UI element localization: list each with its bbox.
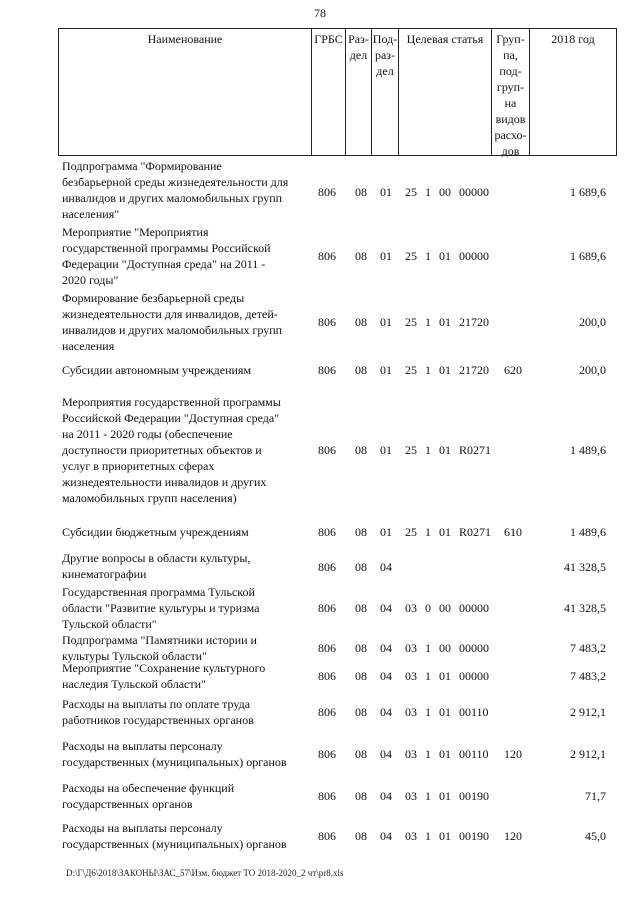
row-podrazdel: 01 [380,443,392,457]
row-target: 03 1 01 00190 [405,829,489,843]
row-podrazdel: 04 [380,747,392,761]
row-podrazdel: 04 [380,669,392,683]
row-podrazdel: 04 [380,705,392,719]
row-target: 03 1 01 00110 [405,705,489,719]
header-name: Наименование [59,29,312,155]
row-podrazdel: 01 [380,315,392,329]
row-target: 25 1 01 R0271 [405,443,492,457]
header-expense-group: Груп- па, под- груп- на видов расхо- дов [492,29,530,155]
page-number: 78 [314,6,326,20]
row-amount: 1 489,6 [570,443,606,457]
row-name: Мероприятие "Мероприятия государственной программы Российской Федерации "Доступная среда" на 2011 - 2020 годы" [62,225,271,287]
row-razdel: 08 [355,315,367,329]
row-target: 03 1 01 00110 [405,747,489,761]
row-podrazdel: 04 [380,829,392,843]
row-name: Подпрограмма "Формирование безбарьерной среды жизнедеятельности для инвалидов и других маломобильных групп населения" [62,159,289,221]
file-path-footer: D:\Г\Д6\2018\ЗАКОНЫ\ЗАС_57\Изм. бюджет ТО 2018-2020_2 чт\pr8.xls [66,868,344,878]
row-amount: 2 912,1 [570,705,606,719]
row-grbs: 806 [318,747,336,761]
row-name: Расходы на выплаты персоналу государственных (муниципальных) органов [62,739,287,769]
row-amount: 7 483,2 [570,641,606,655]
row-grbs: 806 [318,315,336,329]
row-razdel: 08 [355,525,367,539]
row-target: 03 1 01 00190 [405,789,489,803]
row-podrazdel: 01 [380,525,392,539]
row-grbs: 806 [318,601,336,615]
row-name: Субсидии автономным учреждениям [62,363,252,377]
row-grbs: 806 [318,641,336,655]
row-target: 25 1 01 21720 [405,315,489,329]
row-amount: 41 328,5 [564,560,606,574]
row-target: 25 1 00 00000 [405,185,489,199]
row-amount: 200,0 [579,363,606,377]
row-razdel: 08 [355,669,367,683]
row-target: 25 1 01 00000 [405,249,489,263]
row-podrazdel: 01 [380,249,392,263]
row-grbs: 806 [318,669,336,683]
row-razdel: 08 [355,705,367,719]
row-name: Мероприятия государственной программы Российской Федерации "Доступная среда" на 2011 - 2020 годы (обеспечение доступности приоритетных объектов и услуг в приоритетных сферах жизнедеятельности инвалидов и других маломобильных групп населения) [62,395,281,505]
row-razdel: 08 [355,829,367,843]
row-amount: 2 912,1 [570,747,606,761]
row-target: 03 1 01 00000 [405,669,489,683]
row-name: Субсидии бюджетным учреждениям [62,525,249,539]
row-podrazdel: 04 [380,601,392,615]
row-group: 120 [504,829,522,843]
row-grbs: 806 [318,829,336,843]
row-razdel: 08 [355,601,367,615]
row-amount: 41 328,5 [564,601,606,615]
row-razdel: 08 [355,363,367,377]
row-razdel: 08 [355,443,367,457]
row-target: 03 0 00 00000 [405,601,489,615]
row-amount: 7 483,2 [570,669,606,683]
header-podrazdel: Под- раз- дел [372,29,399,155]
row-podrazdel: 04 [380,641,392,655]
row-grbs: 806 [318,185,336,199]
row-target: 03 1 00 00000 [405,641,489,655]
row-grbs: 806 [318,363,336,377]
row-target: 25 1 01 R0271 [405,525,492,539]
row-razdel: 08 [355,185,367,199]
row-amount: 45,0 [585,829,606,843]
row-amount: 200,0 [579,315,606,329]
header-razdel: Раз- дел [346,29,372,155]
row-name: Расходы на обеспечение функций государственных органов [62,781,235,811]
row-name: Мероприятие "Сохранение культурного наследия Тульской области" [62,661,266,691]
row-podrazdel: 01 [380,185,392,199]
row-amount: 1 489,6 [570,525,606,539]
header-year: 2018 год [551,32,595,46]
row-name: Формирование безбарьерной среды жизнедеятельности для инвалидов, детей- инвалидов и других маломобильных групп населения [62,291,283,353]
row-grbs: 806 [318,560,336,574]
row-podrazdel: 04 [380,560,392,574]
row-group: 620 [504,363,522,377]
row-target: 25 1 01 21720 [405,363,489,377]
row-name: Подпрограмма "Памятники истории и культуры Тульской области" [62,633,257,663]
row-name: Расходы на выплаты по оплате труда работников государственных органов [62,697,254,727]
row-grbs: 806 [318,789,336,803]
table-header [58,28,617,156]
row-group: 610 [504,525,522,539]
row-grbs: 806 [318,525,336,539]
row-name: Другие вопросы в области культуры, кинематографии [62,551,251,581]
row-grbs: 806 [318,443,336,457]
row-grbs: 806 [318,249,336,263]
row-razdel: 08 [355,249,367,263]
row-podrazdel: 01 [380,363,392,377]
row-name: Расходы на выплаты персоналу государственных (муниципальных) органов [62,821,287,851]
row-group: 120 [504,747,522,761]
row-razdel: 08 [355,789,367,803]
row-podrazdel: 04 [380,789,392,803]
row-amount: 71,7 [585,789,606,803]
row-name: Государственная программа Тульской области "Развитие культуры и туризма Тульской области" [62,585,260,631]
header-grbs: ГРБС [312,29,346,155]
row-amount: 1 689,6 [570,249,606,263]
header-target-article: Целевая статья [399,29,492,155]
row-razdel: 08 [355,747,367,761]
row-razdel: 08 [355,641,367,655]
row-razdel: 08 [355,560,367,574]
row-grbs: 806 [318,705,336,719]
row-amount: 1 689,6 [570,185,606,199]
